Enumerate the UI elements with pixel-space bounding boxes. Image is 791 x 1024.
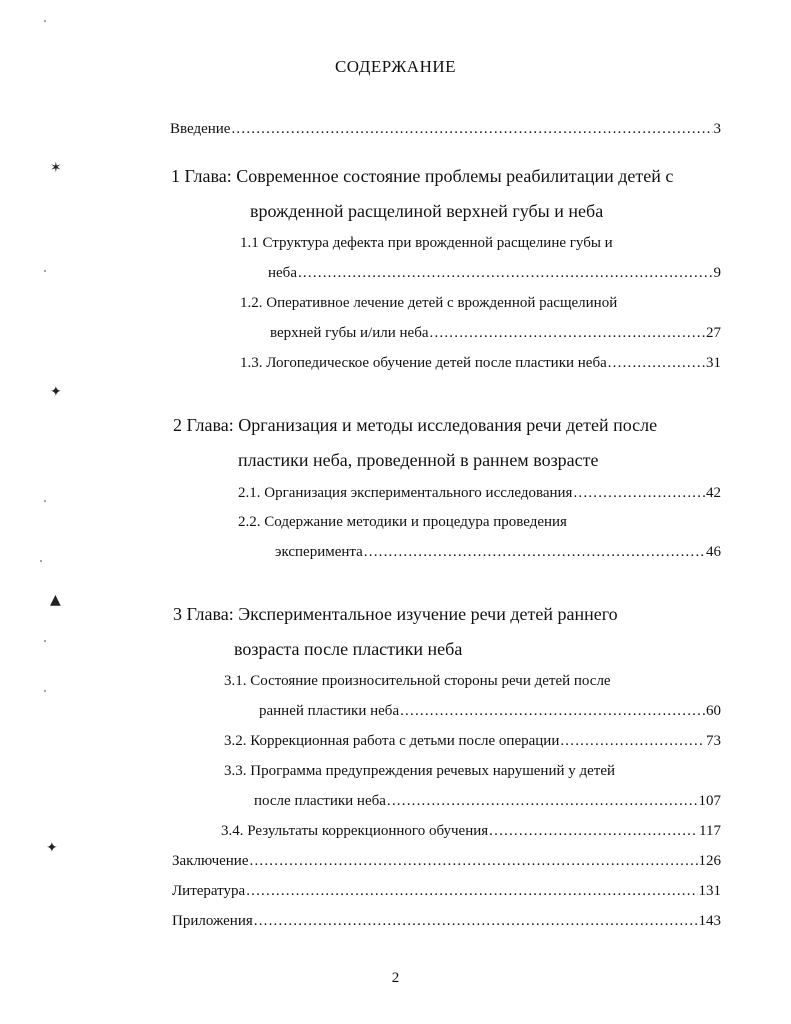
scan-dot — [44, 270, 46, 272]
toc-entry-3-3-text: 3.3. Программа предупреждения речевых нарушений у детей — [224, 763, 616, 779]
page-number: 2 — [391, 970, 400, 986]
toc-entry-2-2 — [275, 542, 721, 562]
chapter-1-heading: 1 Глава: Современное состояние проблемы реабилитации детей с — [171, 166, 674, 186]
toc-entry-literature — [172, 881, 721, 901]
toc-page: 73 — [706, 733, 721, 749]
toc-page: 143 — [698, 913, 721, 929]
scan-dot — [44, 690, 46, 692]
toc-entry-1-3 — [240, 353, 721, 373]
scan-dot — [44, 500, 46, 502]
toc-page: 117 — [699, 823, 721, 839]
chapter-3-heading-cont: возраста после пластики неба — [234, 639, 463, 659]
toc-leader — [250, 851, 698, 871]
chapter-3-heading: 3 Глава: Экспериментальное изучение речи детей раннего — [173, 604, 618, 624]
toc-label: ранней пластики неба — [259, 703, 400, 719]
scan-mark-icon: ✶ — [50, 160, 62, 176]
scan-dot — [44, 640, 46, 642]
toc-page: 126 — [698, 853, 721, 869]
toc-label: 2.1. Организация экспериментального исследования — [238, 485, 573, 501]
toc-entry-3-1-text: 3.1. Состояние произносительной стороны речи детей после — [224, 673, 611, 689]
toc-leader — [231, 119, 712, 139]
toc-page: 46 — [706, 544, 721, 560]
toc-entry-2-2-text: 2.2. Содержание методики и процедура проведения — [238, 514, 567, 530]
toc-label: 3.4. Результаты коррекционного обучения — [221, 823, 489, 839]
toc-entry-intro — [170, 119, 721, 139]
toc-label: 3.2. Коррекционная работа с детьми после операции — [224, 733, 560, 749]
toc-entry-1-1 — [268, 263, 721, 283]
scan-dot — [40, 560, 42, 562]
toc-leader — [430, 323, 706, 343]
scan-dot — [44, 20, 46, 22]
toc-entry-conclusion — [172, 851, 721, 871]
toc-leader — [573, 483, 705, 503]
toc-entry-3-2 — [224, 731, 721, 751]
toc-leader — [489, 821, 698, 841]
toc-label: Введение — [170, 121, 231, 137]
toc-entry-appendix — [172, 911, 721, 931]
toc-leader — [254, 911, 698, 931]
toc-page: 27 — [706, 325, 721, 341]
scan-mark-icon: ✦ — [50, 384, 62, 400]
toc-leader — [608, 353, 705, 373]
page-title: СОДЕРЖАНИЕ — [334, 57, 457, 76]
toc-leader — [400, 701, 705, 721]
toc-entry-1-2-text: 1.2. Оперативное лечение детей с врожденной расщелиной — [240, 295, 618, 311]
toc-label: 1.3. Логопедическое обучение детей после пластики неба — [240, 355, 607, 371]
scan-mark-icon: ▲ — [50, 592, 61, 608]
toc-page: 31 — [706, 355, 721, 371]
toc-label: эксперимента — [275, 544, 363, 560]
toc-entry-3-3 — [254, 791, 721, 811]
toc-page: 131 — [698, 883, 721, 899]
toc-leader — [298, 263, 713, 283]
toc-entry-1-1-text: 1.1 Структура дефекта при врожденной расщелине губы и — [240, 235, 613, 251]
toc-leader — [246, 881, 697, 901]
toc-label: Литература — [172, 883, 246, 899]
toc-page: 9 — [713, 265, 721, 281]
toc-label: Заключение — [172, 853, 249, 869]
toc-entry-3-1 — [259, 701, 721, 721]
toc-page: 42 — [706, 485, 721, 501]
toc-label: Приложения — [172, 913, 253, 929]
scan-mark-icon: ✦ — [46, 840, 58, 856]
toc-leader — [387, 791, 698, 811]
toc-label: неба — [268, 265, 297, 281]
toc-page: 107 — [698, 793, 721, 809]
toc-entry-2-1 — [238, 483, 721, 503]
toc-entry-3-4 — [221, 821, 721, 841]
chapter-2-heading-cont: пластики неба, проведенной в раннем возрасте — [238, 450, 599, 470]
toc-page: 3 — [713, 121, 721, 137]
toc-leader — [560, 731, 705, 751]
chapter-1-heading-cont: врожденной расщелиной верхней губы и неба — [250, 201, 604, 221]
toc-page: 60 — [706, 703, 721, 719]
toc-label: верхней губы и/или неба — [270, 325, 429, 341]
toc-leader — [364, 542, 705, 562]
chapter-2-heading: 2 Глава: Организация и методы исследования речи детей после — [173, 415, 658, 435]
toc-entry-1-2 — [270, 323, 721, 343]
toc-label: после пластики неба — [254, 793, 386, 809]
